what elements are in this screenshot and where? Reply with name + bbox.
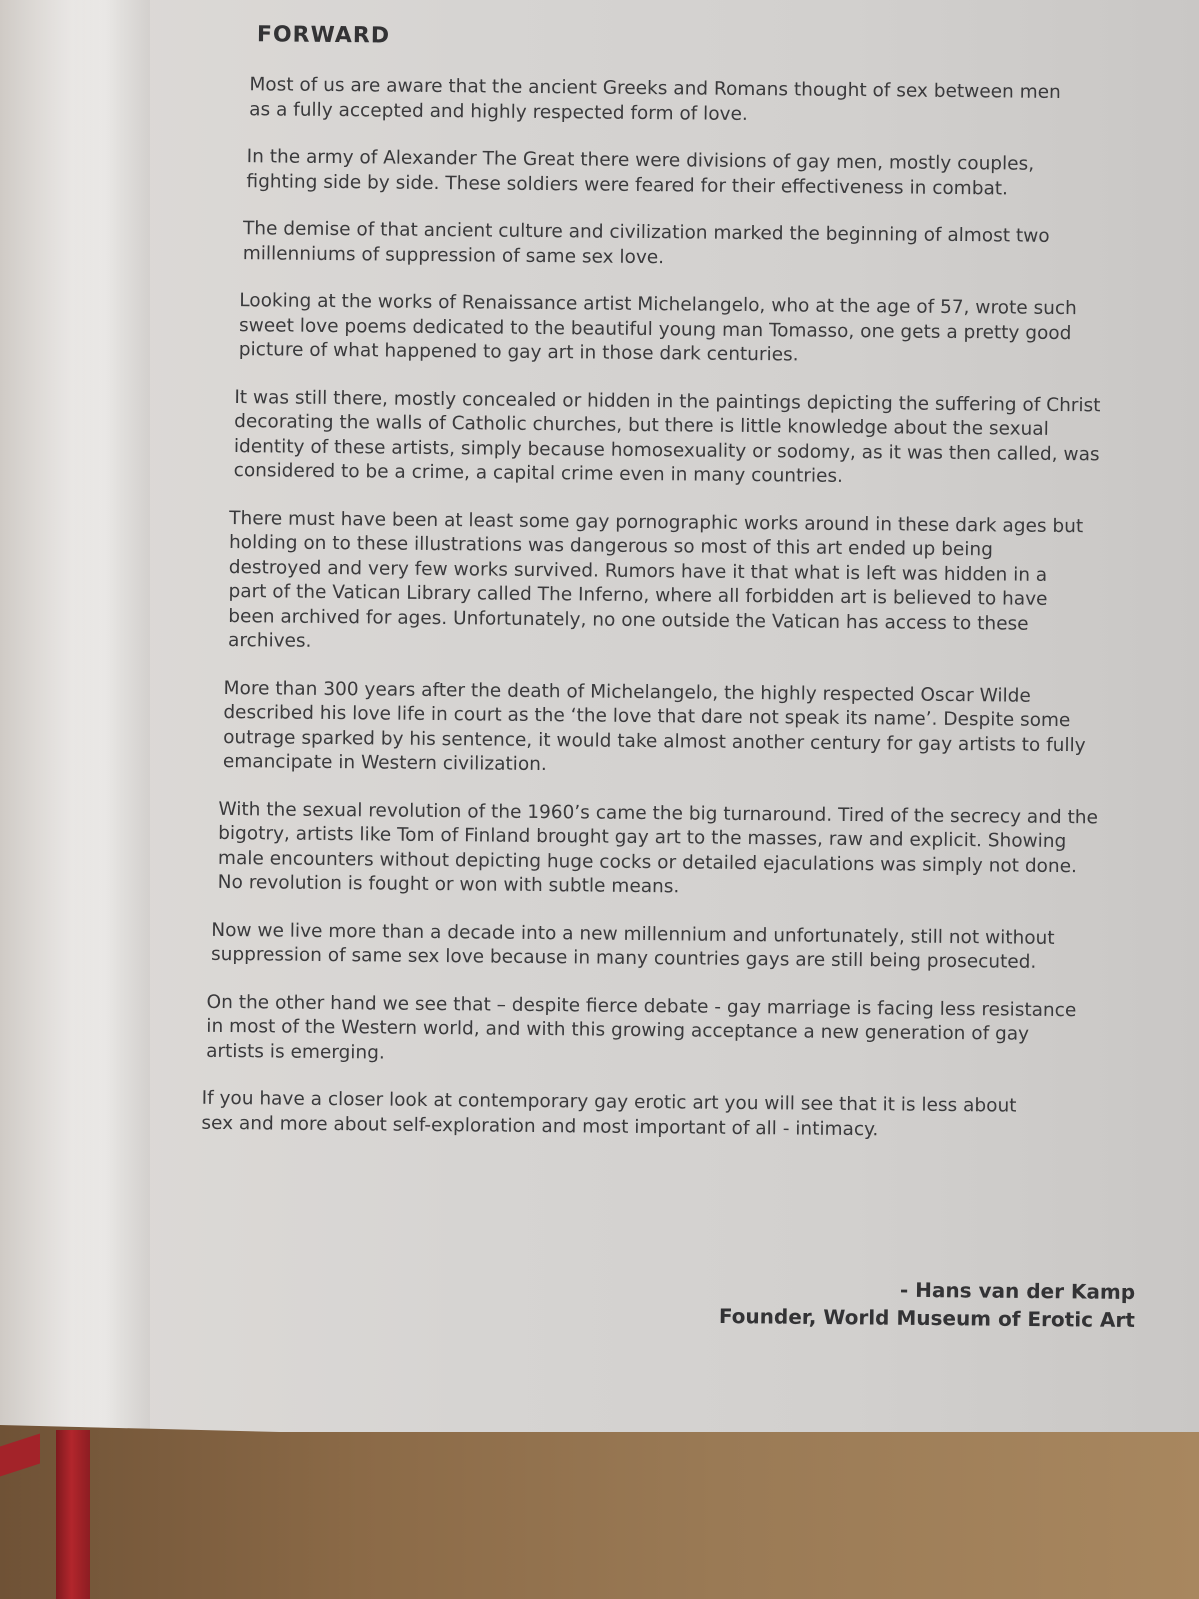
signature-block	[715, 1274, 1136, 1334]
paragraph: The demise of that ancient culture and civilization marked the beginning of almost two millenniums of suppression of same sex love.	[242, 218, 1050, 268]
paragraph: Now we live more than a decade into a new millennium and unfortunately, still not without suppression of same sex love because in many countries gays are still being prosecuted.	[210, 919, 1055, 973]
paragraph: More than 300 years after the death of Michelangelo, the highly respected Oscar Wilde described his love life in court as the ‘the love that dare not speak its name’. Despite some outrage sparked by his sentence, it would take almost another century for gay artists to fully emancipate in Western civilization.	[222, 677, 1086, 776]
author-title: Founder, World Museum of Erotic Art	[718, 1304, 1135, 1333]
author-name: - Hans van der Kamp	[899, 1277, 1136, 1305]
page-heading: FORWARD	[256, 22, 391, 49]
paragraph: On the other hand we see that – despite fierce debate - gay marriage is facing less resistance in most of the Western world, and with this growing acceptance a new generation of gay artists is emerging.	[206, 991, 1077, 1064]
paragraph: With the sexual revolution of the 1960’s came the big turnaround. Tired of the secrecy and the bigotry, artists like Tom of Finland brought gay art to the masses, raw and explicit. Showing male encounters without depicting huge cocks or detailed ejaculations was simply not done. No revolution is fought or won with subtle means.	[217, 798, 1099, 898]
paragraph: Most of us are aware that the ancient Greeks and Romans thought of sex between men as a fully accepted and highly respected form of love.	[249, 74, 1061, 125]
paragraph: There must have been at least some gay pornographic works around in these dark ages but holding on to these illustrations was dangerous so most of this art ended up being destroyed and very few works survived. Rumors have it that what is left was hidden in a part of the Vatican Library called The Inferno, where all forbidden art is believed to have been archived for ages. Unfortunately, no one outside the Vatican has access to these archives.	[227, 507, 1084, 652]
table-surface	[0, 1420, 1199, 1599]
paragraph: Looking at the works of Renaissance artist Michelangelo, who at the age of 57, wrote such sweet love poems dedicated to the beautiful young man Tomasso, one gets a pretty good picture of what happened to gay art in those dark centuries.	[238, 290, 1077, 366]
bookmark-ribbon	[56, 1430, 90, 1599]
paragraph: If you have a closer look at contemporary gay erotic art you will see that it is less about sex and more about self-exploration and most important of all - intimacy.	[201, 1087, 1017, 1140]
paragraph: It was still there, mostly concealed or hidden in the paintings depicting the suffering of Christ decorating the walls of Catholic churches, but there is little knowledge about the sexual identity of these artists, simply because homosexuality or sodomy, as it was then called, was considered to be a crime, a capital crime even in many countries.	[233, 386, 1101, 487]
page-content	[201, 22, 1130, 1168]
paragraph: In the army of Alexander The Great there were divisions of gay men, mostly couples, fighting side by side. These soldiers were feared for their effectiveness in combat.	[246, 146, 1035, 199]
